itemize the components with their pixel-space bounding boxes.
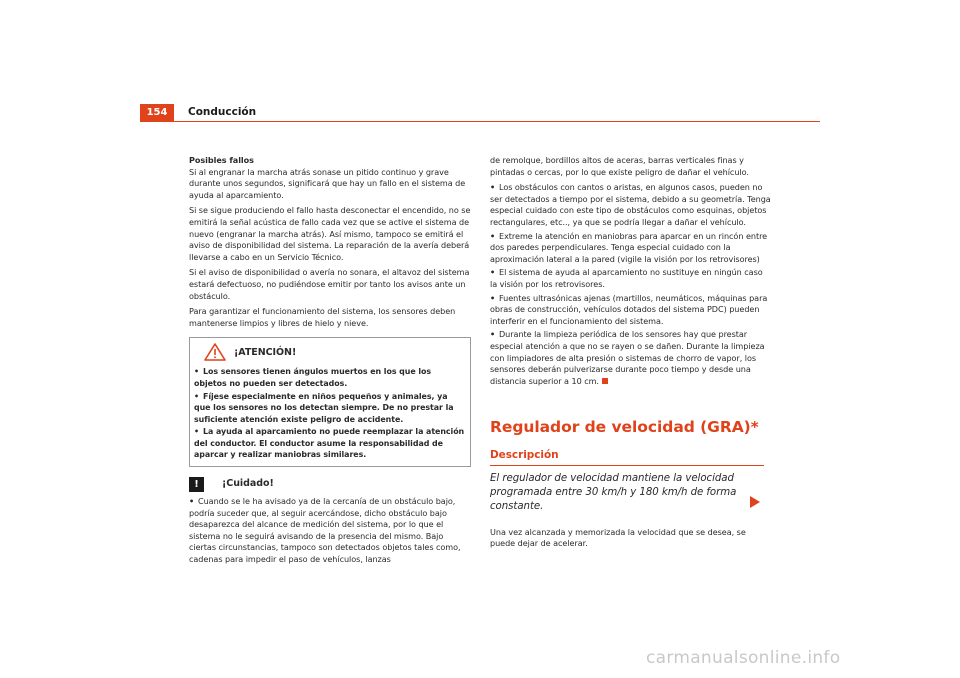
caution-item: • Cuando se le ha avisado ya de la cercanía de un obstáculo bajo, podría suceder que, al seguir acercándose, dicho obstáculo bajo desaparezca del alcance de medición del sistema, por lo que el sistema no le seguirá avisando de la presencia del mismo. Bajo ciertas circunstancias, tampoco son detectados objetos tales como, cadenas para impedir el paso de vehículos, lanzas [189,496,461,565]
caution-item: • Los obstáculos con cantos o aristas, en algunos casos, pueden no ser detectados a tiempo por el sistema, debido a su geometría. Tenga especial cuidado con este tipo de obstáculos como esquinas, objetos rectangulares, etc.., ya que se podría llegar a dañar el vehículo. [490,182,771,227]
page-header [140,104,820,122]
paragraph: Si se sigue produciendo el fallo hasta desconectar el encendido, no se emitirá la señal acústica de fallo cada vez que se active el sistema de nuevo (engranar la marcha atrás). Así mismo, tampoco se emitirá el aviso de disponibilidad del sistema. La reparación de la avería deberá llevarse a cabo en un Servicio Técnico. [189,205,471,262]
chapter-title: Regulador de velocidad (GRA)* [490,418,759,437]
lead-text: El regulador de velocidad mantiene la velocidad programada entre 30 km/h y 180 km/h de forma constante. [490,472,737,512]
bullet-icon: • [490,267,496,278]
paragraph: Para garantizar el funcionamiento del sistema, los sensores deben mantenerse limpios y libres de hielo y nieve. [189,306,456,328]
bullet-icon: • [194,367,199,377]
end-of-section-icon [602,378,608,384]
caution-item: • Fuentes ultrasónicas ajenas (martillos, neumáticos, máquinas para obras de construcción, vehículos dotados del sistema PDC) pueden interferir en el funcionamiento del sistema. [490,292,768,326]
subhead-possible-faults: Posibles fallos [189,155,254,165]
caution-header [189,475,471,493]
caution-item: • El sistema de ayuda al aparcamiento no sustituye en ningún caso la visión por los retrovisores. [490,267,763,289]
section-title: Conducción [188,106,257,118]
caution-item: • Durante la limpieza periódica de los sensores hay que prestar especial atención a que no se rayen o se dañen. Durante la limpieza con limpiadores de alta presión o sistemas de chorro de vapor, los sensores deberán pulverizarse durante poco tiempo y desde una distancia superior a 10 cm. [490,329,765,386]
warning-item: • Los sensores tienen ángulos muertos en los que los objetos no pueden ser detectados. [194,367,431,388]
warning-item: • Fíjese especialmente en niños pequeños y animales, ya que los sensores no los detectan siempre. De no prestar la suficiente atención existe peligro de accidente. [194,391,454,424]
warning-header [194,342,466,362]
left-column [189,155,471,568]
caution-item: • Extreme la atención en maniobras para aparcar en un rincón entre dos paredes perpendiculares. Tenga especial cuidado con la aproximación lateral a la pared (vigile la visión por los retrovisores) [490,230,768,264]
caution-exclamation-icon: ! [189,477,204,492]
warning-triangle-icon [204,343,226,361]
caution-title: ¡Cuidado! [222,478,274,490]
bullet-icon: • [490,230,496,241]
body-text: Una vez alcanzada y memorizada la velocidad que se desea, se puede dejar de acelerar. [490,526,746,549]
bullet-icon: • [189,496,195,507]
paragraph: Si el aviso de disponibilidad o avería no sonara, el altavoz del sistema estará defectuoso, no pudiéndose emitir por tanto los avisos ante un obstáculo. [189,267,470,301]
warning-title: ¡ATENCIÓN! [234,346,297,358]
bullet-icon: • [490,292,496,303]
continuation-text: de remolque, bordillos altos de aceras, barras verticales finas y pintadas o cercas, por lo que existe peligro de dañar el vehículo. [490,155,749,177]
watermark: carmanualsonline.info [646,648,841,668]
warning-item: • La ayuda al aparcamiento no puede reemplazar la atención del conductor. El conductor asume la responsabilidad de aparcar y realizar maniobras similares. [194,427,465,460]
bullet-icon: • [194,391,199,401]
warning-box [189,337,471,467]
subsection-title: Descripción [490,450,764,466]
continue-arrow-icon [750,496,760,508]
header-rule [174,121,820,122]
right-column [490,155,772,554]
paragraph: Si al engranar la marcha atrás sonase un pitido continuo y grave durante unos segundos, significará que hay un fallo en el sistema de ayuda al aparcamiento. [189,166,466,200]
bullet-icon: • [490,182,496,193]
page-number: 154 [140,104,174,122]
bullet-icon: • [194,427,199,437]
bullet-icon: • [490,329,496,340]
